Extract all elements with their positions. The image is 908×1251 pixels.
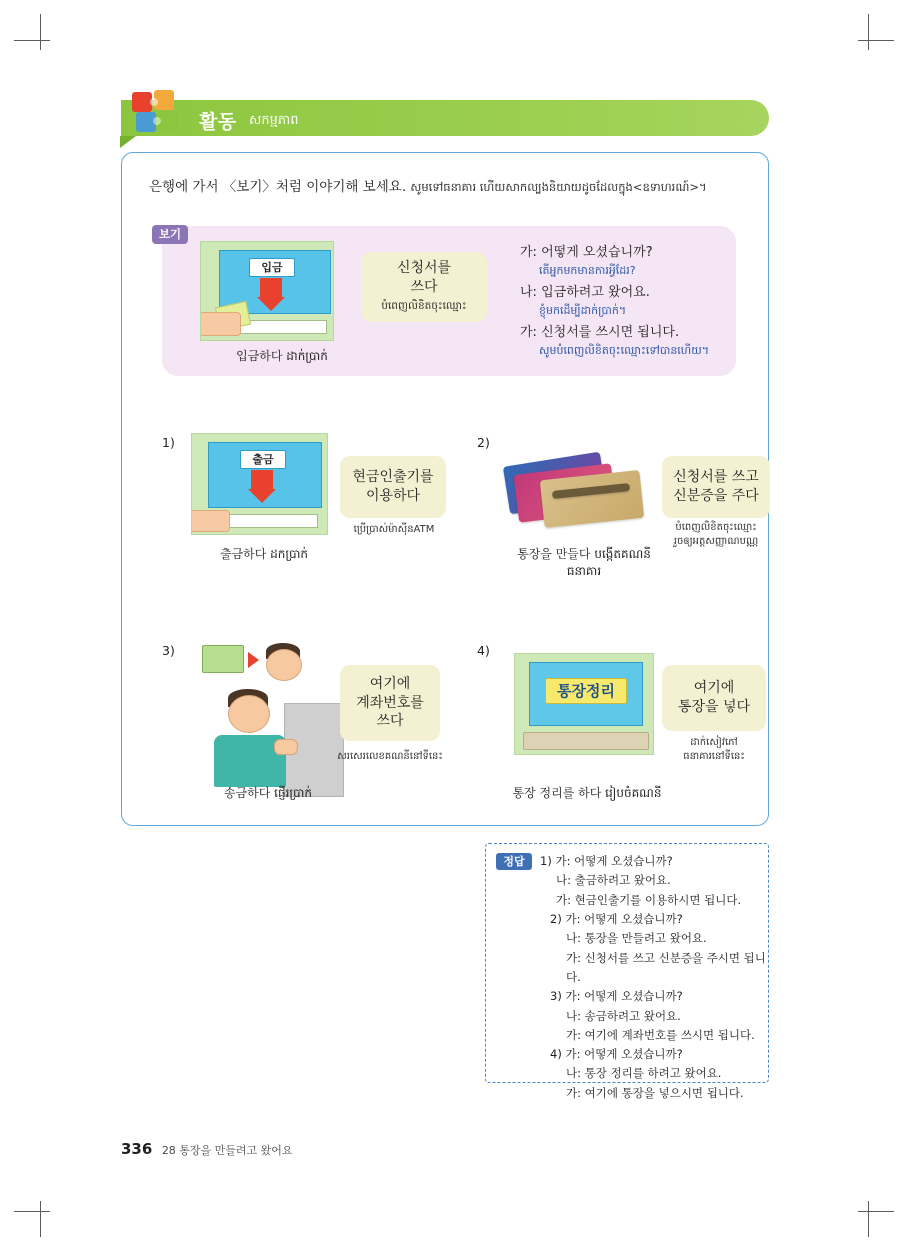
example-caption-km: ដាក់ប្រាក់	[286, 349, 328, 363]
instruction-km: សូមទៅធនាគារ ហើយសាកល្បងនិយាយដូចដែលក្នុង<ឧទាហរណ៍>។	[410, 180, 707, 194]
item-2-caption	[514, 546, 654, 580]
footer-chapter-title: 28 통장을 만들려고 왔어요	[161, 1144, 293, 1157]
item-2-chip-km	[650, 521, 782, 548]
answer-line-3-1: 가: 어떻게 오셨습니까?	[565, 989, 683, 1004]
sender-head	[228, 695, 270, 733]
item-1-chip-ko-1: 현금인출기를	[352, 469, 434, 486]
answer-group-number-2: 2)	[550, 911, 562, 926]
item-number-3: 3)	[162, 643, 175, 658]
example-tag: 보기	[152, 225, 188, 244]
example-caption	[222, 348, 342, 365]
answer-line-2-1: 가: 어떻게 오셨습니까?	[565, 911, 683, 926]
dialogue-line	[520, 323, 750, 359]
item-2-chip	[662, 456, 770, 518]
dialogue-speaker-2: 나:	[520, 285, 537, 300]
answer-line-1-3: 가: 현금인출기를 이용하시면 됩니다.	[556, 892, 742, 907]
item-3-chip-ko-3: 쓰다	[376, 713, 404, 730]
item-4-caption-km: រៀបចំគណនី	[605, 786, 662, 800]
answer-group	[550, 987, 768, 1045]
item-2-caption-ko: 통장을 만들다	[517, 547, 591, 561]
dialogue-km-1: តើអ្នកមកមានការអ្វីដែរ?	[539, 263, 636, 277]
example-chip-ko-1: 신청서를	[396, 260, 452, 277]
item-3-chip-ko-1: 여기에	[369, 675, 411, 692]
instruction-ko: 은행에 가서 〈보기〉처럼 이야기해 보세요.	[149, 179, 407, 195]
example-dialogue	[520, 243, 750, 359]
item-4-chip-km	[650, 736, 778, 763]
dialogue-ko-2: 입금하려고 왔어요.	[541, 285, 650, 300]
item-1-caption-km: ដកប្រាក់	[270, 547, 309, 561]
item-3-chip	[340, 665, 440, 741]
answer-line-2-3: 가: 신청서를 쓰고 신분증을 주시면 됩니다.	[566, 950, 766, 984]
answer-group-number-3: 3)	[550, 989, 562, 1004]
item-4-caption-ko: 통장 정리를 하다	[512, 786, 602, 800]
dialogue-ko-1: 어떻게 오셨습니까?	[541, 245, 653, 260]
item-2-caption-km: បង្កើតគណនីធនាគារ	[566, 547, 651, 578]
item-2-chip-km-1: បំពេញលិខិតចុះឈ្មោះ	[675, 522, 757, 533]
dialogue-speaker-3: 가:	[520, 325, 537, 340]
item-1-chip-ko-2: 이용하다	[365, 488, 421, 504]
item-3-chip-ko-2: 계좌번호를	[356, 694, 424, 711]
answer-list	[540, 852, 768, 1103]
answer-line-4-1: 가: 어떻게 오셨습니까?	[565, 1047, 683, 1062]
sender-arm	[274, 739, 298, 755]
example-chip-ko-2: 쓰다	[410, 279, 438, 295]
deposit-machine-illustration	[200, 241, 334, 341]
example-chip-km: បំពេញលិខិតចុះឈ្មោះ	[381, 299, 467, 312]
dialogue-line	[520, 243, 750, 279]
example-caption-ko: 입금하다	[236, 349, 283, 363]
item-3-caption-km: ផ្ញើរប្រាក់	[274, 786, 313, 800]
dialogue-km-2: ខ្ញុំមកដើម្បីដាក់ប្រាក់។	[539, 303, 627, 317]
item-3-caption	[208, 785, 328, 802]
item-number-4: 4)	[477, 643, 490, 658]
arrow-right-icon	[248, 652, 259, 668]
answer-line-4-2: 나: 통장 정리를 하려고 왔어요.	[566, 1066, 722, 1081]
answer-group	[550, 910, 768, 987]
down-arrow-icon	[260, 278, 282, 298]
crop-mark	[858, 40, 894, 41]
dialogue-line	[520, 283, 750, 319]
answer-line-3-3: 가: 여기에 계좌번호를 쓰시면 됩니다.	[566, 1027, 755, 1042]
card-gold	[540, 470, 644, 528]
item-number-2: 2)	[477, 435, 490, 450]
answer-line-4-3: 가: 여기에 통장을 넣으시면 됩니다.	[566, 1085, 744, 1100]
hand-illustration	[200, 312, 241, 336]
puzzle-icon	[130, 88, 192, 140]
receiver-head	[266, 649, 302, 681]
instruction-text	[149, 175, 707, 197]
item-3-chip-km: សរសេរលេខគណនីនៅទីនេះ	[337, 751, 443, 762]
crop-mark	[858, 1211, 894, 1212]
bank-cards-illustration	[504, 453, 649, 523]
answer-line-1-1: 가: 어떻게 오셨습니까?	[555, 854, 673, 868]
machine-label: 출금	[240, 450, 286, 469]
withdraw-machine-illustration	[191, 433, 328, 535]
item-4-chip-km-2: ធនាគារនៅទីនេះ	[683, 750, 745, 762]
crop-mark	[40, 1201, 41, 1237]
example-chip	[361, 252, 487, 322]
item-number-1: 1)	[162, 435, 175, 450]
item-1-caption-ko: 출금하다	[219, 547, 267, 561]
item-4-caption	[512, 785, 662, 802]
answer-line-2-2: 나: 통장을 만들려고 왔어요.	[566, 931, 707, 946]
item-1-chip-km: ប្រើប្រាស់ម៉ាស៊ីនATM	[353, 524, 435, 535]
answer-line-3-2: 나: 송금하려고 왔어요.	[566, 1008, 681, 1023]
item-3-caption-ko: 송금하다	[223, 786, 271, 800]
machine-label: 입금	[249, 258, 295, 277]
answer-group	[550, 1045, 768, 1103]
dialogue-ko-3: 신청서를 쓰시면 됩니다.	[541, 325, 680, 340]
down-arrow-icon	[251, 470, 273, 490]
answer-line-1-2: 나: 출금하려고 왔어요.	[556, 873, 671, 888]
item-4-chip-km-1: ដាក់សៀវភៅ	[690, 737, 738, 748]
screen-label: 통장정리	[545, 678, 627, 704]
item-2-chip-ko-2: 신분증을 주다	[673, 488, 759, 504]
activity-title-ko: 활동	[199, 111, 237, 133]
dialogue-speaker-1: 가:	[520, 245, 537, 260]
passbook-machine-illustration	[514, 653, 654, 755]
crop-mark	[14, 1211, 50, 1212]
item-1-caption	[204, 546, 324, 563]
crop-mark	[868, 14, 869, 50]
item-4-chip-ko-2: 통장을 넣다	[677, 699, 751, 715]
activity-header-bar	[121, 100, 769, 136]
answer-box	[485, 843, 769, 1100]
crop-mark	[40, 14, 41, 50]
activity-panel	[121, 152, 769, 826]
crop-mark	[14, 40, 50, 41]
item-2-chip-km-2: រួចឲ្យអត្តសញ្ញាណបណ្ណ	[673, 535, 759, 547]
activity-title-km: សកម្មភាព	[249, 113, 299, 128]
machine-keyboard	[523, 732, 649, 750]
item-2-chip-ko-1: 신청서를 쓰고	[673, 469, 759, 486]
answer-group	[540, 852, 768, 910]
page-footer	[121, 1140, 293, 1158]
hand-illustration	[191, 510, 230, 532]
item-1-chip	[340, 456, 446, 518]
answer-group-number-4: 4)	[550, 1047, 562, 1062]
page-number: 336	[121, 1140, 153, 1158]
answer-tag: 정답	[496, 853, 532, 870]
item-4-chip-ko-1: 여기에	[693, 680, 735, 697]
crop-mark	[868, 1201, 869, 1237]
dialogue-km-3: សូមបំពេញលិខិតចុះឈ្មោះទៅបានហើយ។	[539, 343, 709, 357]
money-note	[202, 645, 244, 673]
remittance-illustration	[200, 643, 340, 783]
answer-group-number-1: 1)	[540, 854, 552, 868]
item-4-chip	[662, 665, 766, 731]
